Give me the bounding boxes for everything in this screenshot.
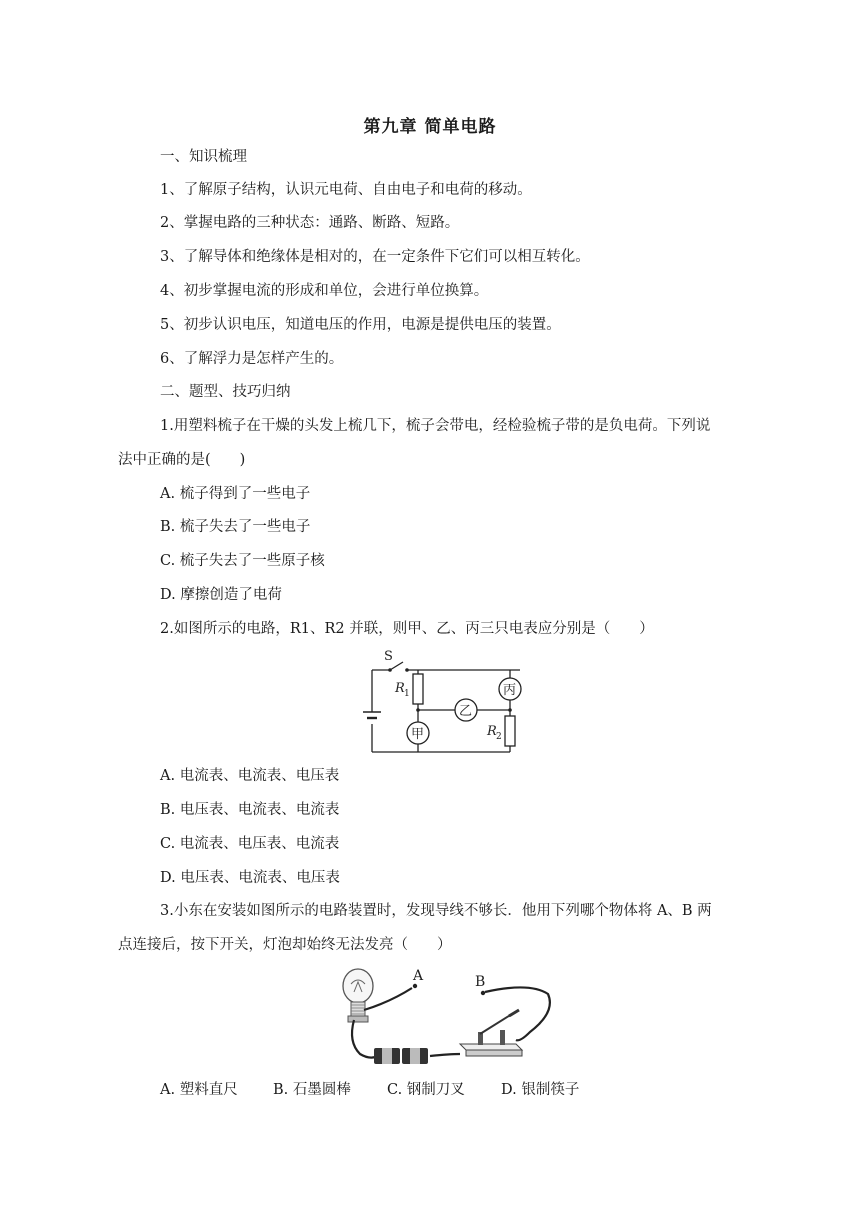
q1-stem-line2: 法中正确的是( ) — [118, 452, 246, 468]
q1-option-d: D. 摩擦创造了电荷 — [160, 587, 282, 603]
r2-label: R — [487, 724, 497, 739]
knowledge-item: 4、初步掌握电流的形成和单位，会进行单位换算。 — [160, 283, 489, 299]
q3-option-d: D. 银制筷子 — [501, 1082, 580, 1098]
knife-switch-icon — [460, 1010, 522, 1056]
q1-option-c: C. 梳子失去了一些原子核 — [160, 553, 325, 569]
q2-option-c: C. 电流表、电压表、电流表 — [160, 836, 340, 852]
r2-subscript: 2 — [496, 732, 502, 742]
switch-label: S — [384, 649, 393, 664]
q1-option-b: B. 梳子失去了一些电子 — [160, 519, 311, 535]
junction-dot — [416, 708, 420, 712]
q2-option-d: D. 电压表、电流表、电压表 — [160, 870, 340, 886]
section1-heading: 一、知识梳理 — [160, 149, 247, 165]
q3-option-a: A. 塑料直尺 — [160, 1082, 238, 1098]
point-b-dot — [481, 991, 485, 995]
knowledge-item: 5、初步认识电压，知道电压的作用，电源是提供电压的装置。 — [160, 317, 561, 333]
q1-stem-line1: 1.用塑料梳子在干燥的头发上梳几下，梳子会带电，经检验梳子带的是负电荷。下列说 — [160, 418, 711, 434]
q2-stem: 2.如图所示的电路，R1、R2 并联，则甲、乙、丙三只电表应分别是（ ） — [160, 621, 654, 637]
battery-icon — [374, 1048, 428, 1064]
q2-option-a: A. 电流表、电流表、电压表 — [160, 768, 340, 784]
point-a-label: A — [413, 968, 424, 984]
meter-jia: 甲 — [411, 727, 425, 742]
q3-option-c: C. 钢制刀叉 — [387, 1082, 465, 1098]
junction-dot — [508, 708, 512, 712]
q3-stem-line2: 点连接后，按下开关，灯泡却始终无法发亮（ ） — [118, 937, 452, 953]
r1-subscript: 1 — [404, 689, 410, 699]
switch-pivot — [388, 668, 392, 672]
q3-option-b: B. 石墨圆棒 — [273, 1082, 351, 1098]
circuit-diagram — [360, 644, 540, 756]
meter-yi: 乙 — [459, 704, 473, 719]
chapter-title: 第九章 简单电路 — [363, 117, 497, 137]
section2-heading: 二、题型、技巧归纳 — [160, 384, 291, 400]
knowledge-item: 6、了解浮力是怎样产生的。 — [160, 351, 344, 367]
r1-label: R — [395, 681, 405, 696]
knowledge-item: 2、掌握电路的三种状态：通路、断路、短路。 — [160, 215, 460, 231]
knowledge-item: 1、了解原子结构，认识元电荷、自由电子和电荷的移动。 — [160, 182, 532, 198]
meter-bing: 丙 — [503, 683, 517, 698]
q3-stem-line1: 3.小东在安装如图所示的电路装置时，发现导线不够长．他用下列哪个物体将 A、B 两 — [160, 903, 712, 919]
q3-options — [160, 1078, 579, 1099]
q2-option-b: B. 电压表、电流表、电流表 — [160, 802, 340, 818]
point-a-dot — [413, 984, 417, 988]
knowledge-item: 3、了解导体和绝缘体是相对的，在一定条件下它们可以相互转化。 — [160, 249, 590, 265]
point-b-label: B — [475, 974, 486, 990]
q1-option-a: A. 梳子得到了一些电子 — [160, 486, 311, 502]
light-bulb-icon — [343, 969, 373, 1022]
switch-contact — [405, 668, 409, 672]
circuit-photo-illustration — [320, 962, 560, 1070]
